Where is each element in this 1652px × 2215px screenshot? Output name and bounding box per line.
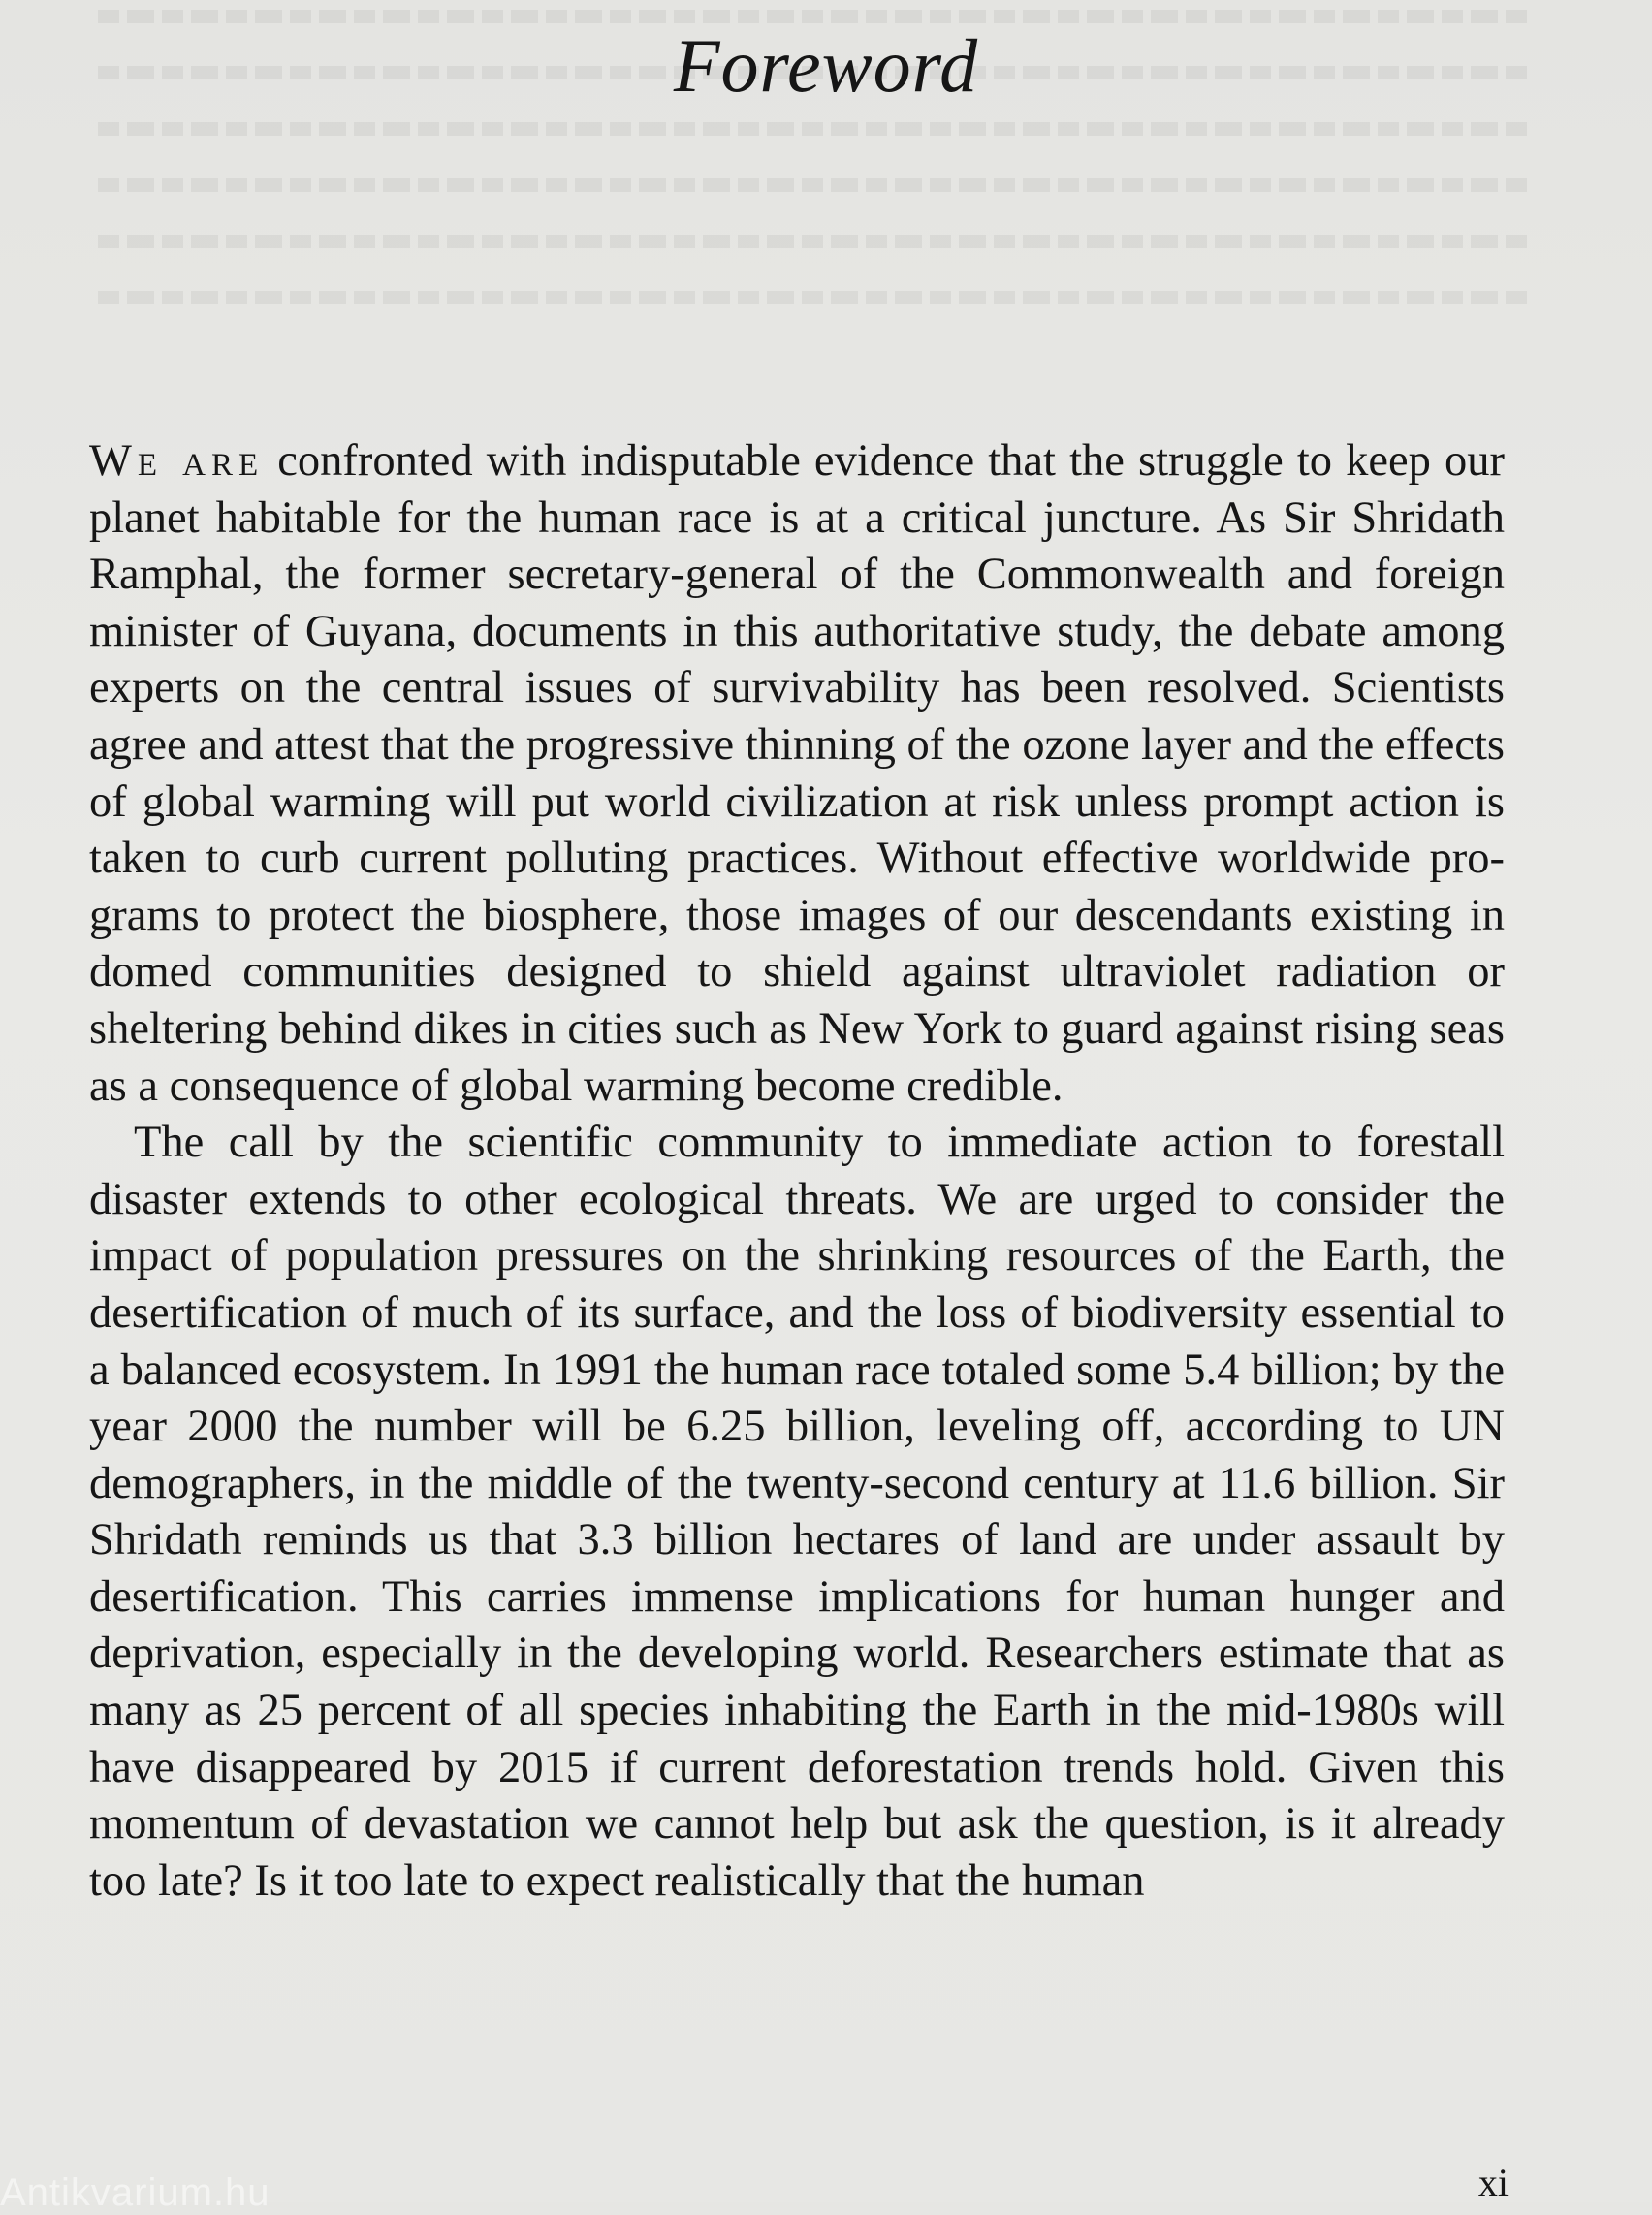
page-number: xi <box>1477 2161 1509 2204</box>
paragraph-1 <box>89 433 1505 1115</box>
page-title: Foreword <box>673 23 979 108</box>
paragraph-2 <box>89 1115 1505 1910</box>
foreword-body <box>89 433 1505 1910</box>
paragraph-2-text: The call by the scientific community to immediate action to forestall disaster extends to other ecological threats. We are urged to consider the impact of population pressures on the shrinking resources of the Earth, the desertification of much of its surface, and the loss of biodiversity essential to a balanced ecosystem. In 1991 the human race totaled some 5.4 billion; by the year 2000 the number will be 6.25 billion, leveling off, according to UN demographers, in the middle of the twenty-second century at 11.6 billion. Sir Shridath reminds us that 3.3 billion hectares of land are under assault by desertification. This carries immense implications for human hunger and deprivation, especially in the developing world. Researchers estimate that as many as 25 percent of all species inhabiting the Earth in the mid-1980s will have disappeared by 2015 if current deforestation trends hold. Given this momentum of devastation we cannot help but ask the question, is it already too late? Is it too late to expect realistically that the human <box>89 1118 1505 1906</box>
lead-in-small-caps: We are <box>89 436 265 486</box>
watermark: Antikvarium.hu <box>0 2171 270 2214</box>
paragraph-1-text: confronted with indisputable evidence that the struggle to keep our planet habitable for the human race is at a critical juncture. As Sir Shridath Ramphal, the former secretary-general of the Commonwealth and foreign minister of Guyana, documents in this authoritative study, the debate among experts on the central issues of survivability has been resolved. Scientists agree and attest that the progressive thinning of the ozone layer and the effects of global warming will put world civilization at risk unless prompt action is taken to curb current polluting practices. Without effective worldwide programs to protect the biosphere, those images of our descendants existing in domed communities designed to shield against ultraviolet radiation or sheltering behind dikes in cities such as New York to guard against rising seas as a consequence of global warming become credible. <box>89 436 1506 1111</box>
